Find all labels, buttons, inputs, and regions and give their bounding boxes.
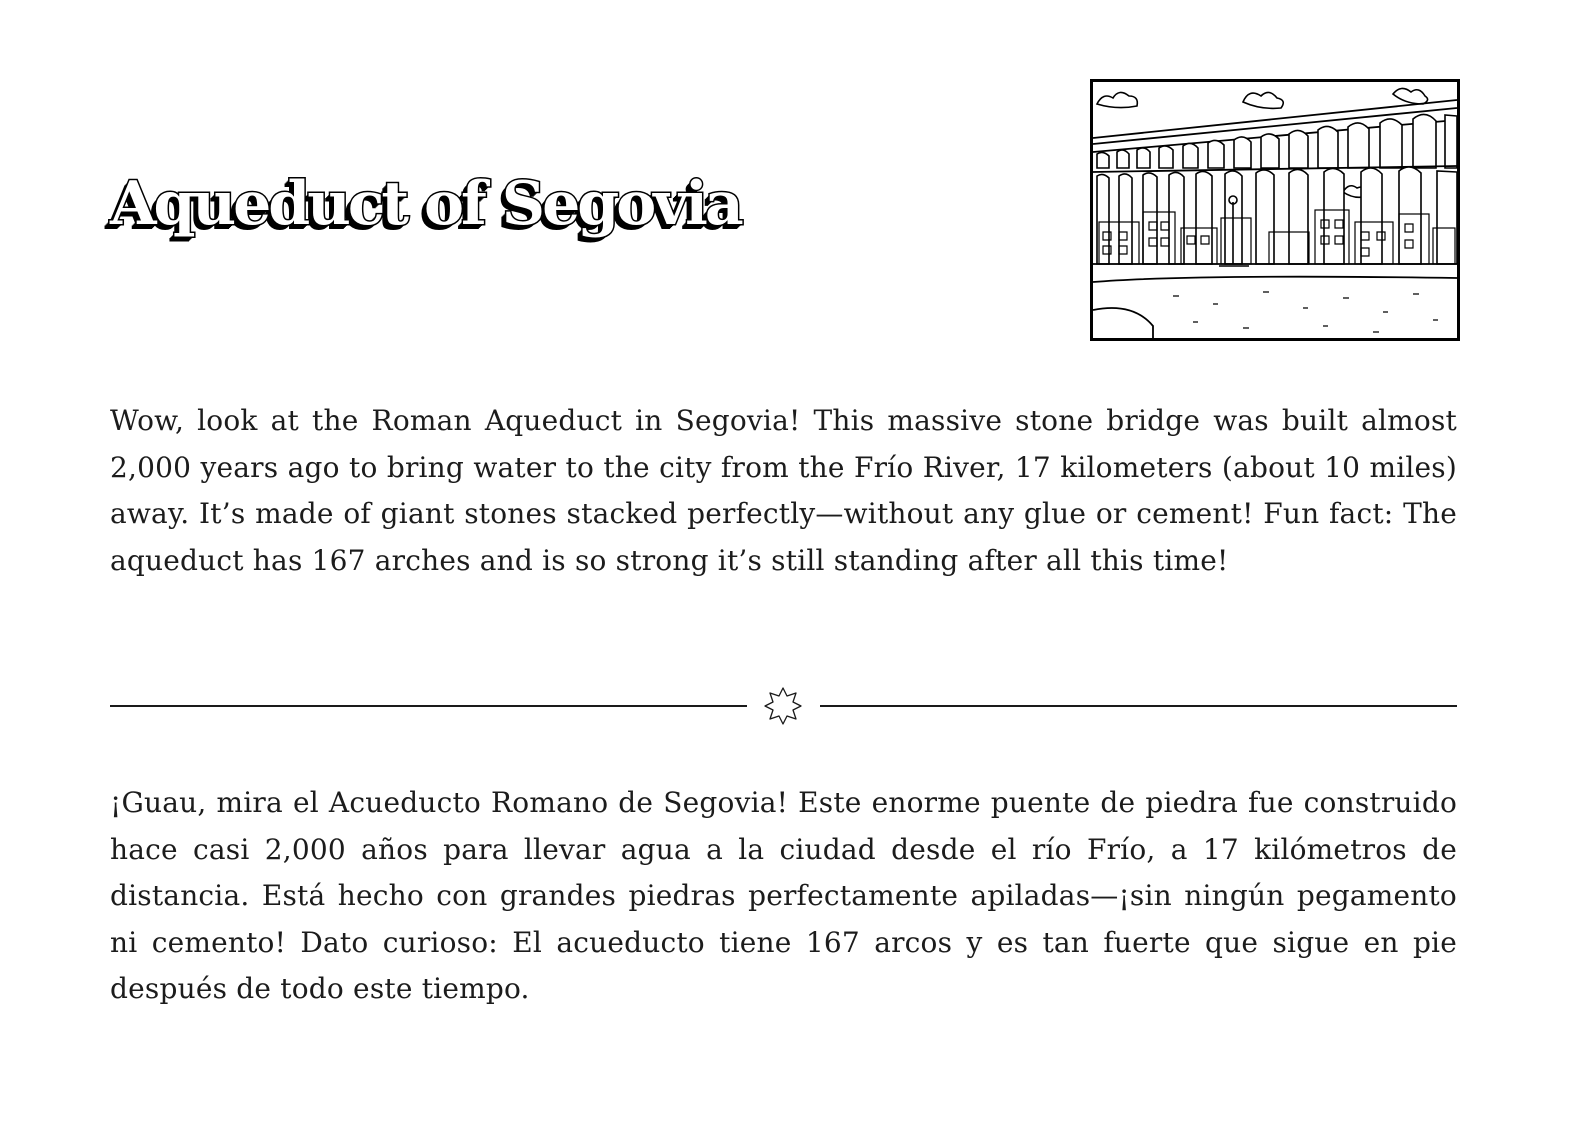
divider-left-line [110,705,747,707]
page-title: Aqueduct of Segovia [110,169,741,239]
cloud-center [1243,92,1283,108]
star-icon [763,686,803,726]
cloud-left [1097,92,1137,107]
cloud-right [1393,88,1428,104]
aqueduct-illustration [1090,79,1460,341]
spanish-paragraph: ¡Guau, mira el Acueducto Romano de Segovia! Este enorme puente de piedra fue construido hace casi 2,000 años para llevar agua a la ciudad desde el río Frío, a 17 kilómetros de distancia. Está hecho con grandes piedras perfectamente apiladas—¡sin ningún pegamento ni cemento! Dato curioso: El acueducto tiene 167 arcos y es tan fuerte que sigue en pie después de todo este tiempo. [110,786,1457,1005]
english-paragraph: Wow, look at the Roman Aqueduct in Segovia! This massive stone bridge was built almost 2,000 years ago to bring water to the city from the Frío River, 17 kilometers (about 10 miles) away. It’s made of giant stones stacked perfectly—without any glue or cement! Fun fact: The aqueduct has 167 arches and is so strong it’s still standing after all this time! [110,404,1457,577]
divider-right-line [820,705,1457,707]
aqueduct-drawing [1093,82,1457,338]
